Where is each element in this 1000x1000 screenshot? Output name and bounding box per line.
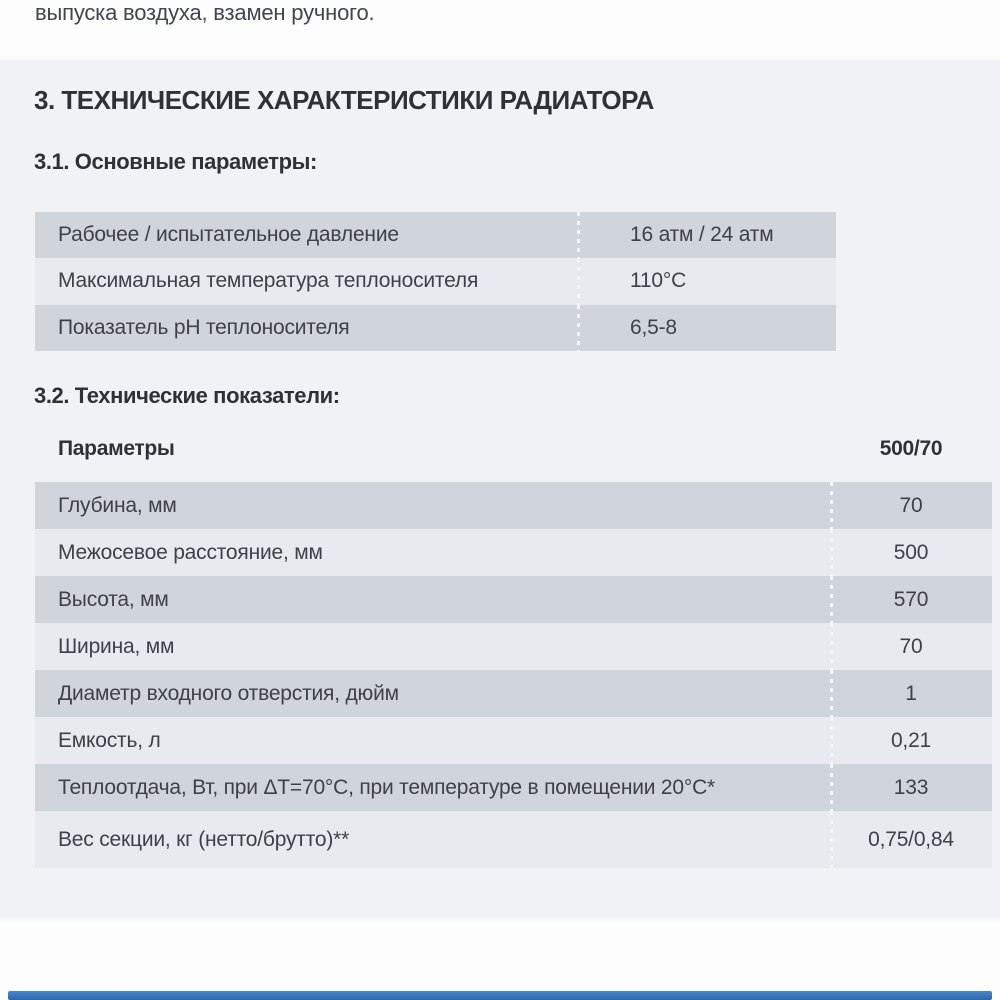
tech-params-table	[35, 482, 992, 868]
row-value: 133	[830, 764, 992, 811]
table-row	[35, 670, 992, 717]
row-label: Глубина, мм	[58, 493, 177, 517]
section-heading: 3. ТЕХНИЧЕСКИЕ ХАРАКТЕРИСТИКИ РАДИАТОРА	[34, 85, 654, 115]
subsection-heading-basic-params: 3.1. Основные параметры:	[34, 149, 317, 174]
paragraph-intro: выпуска воздуха, взамен ручного.	[35, 0, 375, 25]
row-value: 0,21	[830, 717, 992, 764]
row-value: 0,75/0,84	[830, 811, 992, 868]
table-row	[35, 529, 992, 576]
row-label: Ширина, мм	[58, 634, 175, 658]
table-row	[35, 212, 836, 258]
table-row	[35, 811, 992, 868]
header-value: 500/70	[879, 437, 943, 460]
row-label: Емкость, л	[58, 728, 161, 752]
basic-params-table	[35, 212, 836, 351]
table-row	[35, 258, 836, 304]
header-label: Параметры	[58, 437, 175, 460]
row-label: Высота, мм	[58, 587, 169, 611]
subsection-heading-tech-params: 3.2. Технические показатели:	[34, 383, 340, 408]
row-value: 500	[830, 529, 992, 576]
row-value: 110°С	[577, 258, 836, 304]
row-value: 1	[830, 670, 992, 717]
table-row	[35, 482, 992, 529]
row-value: 70	[830, 623, 992, 670]
row-label: Показатель pH теплоносителя	[58, 315, 350, 339]
row-value: 6,5-8	[577, 305, 836, 351]
row-label: Межосевое расстояние, мм	[58, 540, 323, 564]
table-row	[35, 717, 992, 764]
row-label: Максимальная температура теплоносителя	[58, 269, 479, 293]
row-value: 16 атм / 24 атм	[577, 212, 836, 258]
table-row	[35, 576, 992, 623]
row-value: 70	[830, 482, 992, 529]
tech-params-header-row	[35, 436, 992, 462]
row-label: Вес секции, кг (нетто/брутто)**	[58, 827, 350, 851]
row-label: Теплоотдача, Вт, при ΔТ=70°С, при температуре в помещении 20°С*	[58, 775, 716, 799]
table-row	[35, 305, 836, 351]
bottom-accent-bar	[8, 991, 992, 1000]
row-value: 570	[830, 576, 992, 623]
row-label: Рабочее / испытательное давление	[58, 223, 399, 247]
row-label: Диаметр входного отверстия, дюйм	[58, 681, 399, 705]
table-row	[35, 623, 992, 670]
table-row	[35, 764, 992, 811]
